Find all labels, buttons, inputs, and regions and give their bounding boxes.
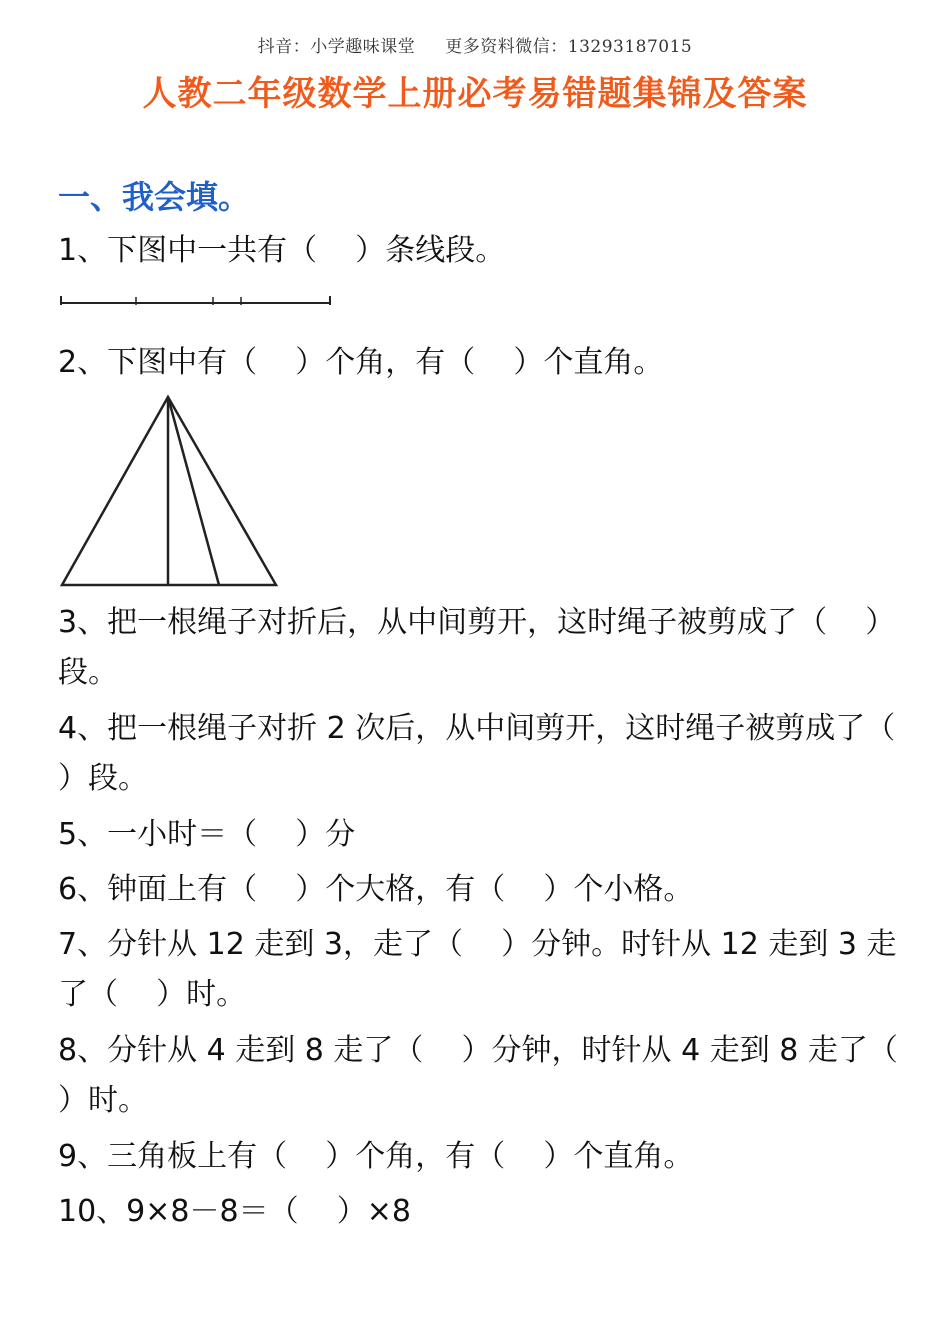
question-6: 6、钟面上有（ ）个大格，有（ ）个小格。 (58, 872, 694, 907)
header-wechat: 更多资料微信：13293187015 (445, 37, 693, 57)
question-1: 1、下图中一共有（ ）条线段。 (58, 233, 506, 268)
inner-ray (168, 397, 219, 585)
section-heading: 一、我会填。 (58, 178, 251, 216)
question-3: 3、把一根绳子对折后，从中间剪开，这时绳子被剪成了（ ）段。 (58, 605, 896, 690)
question-4: 4、把一根绳子对折 2 次后，从中间剪开，这时绳子被剪成了（ ）段。 (58, 711, 934, 796)
header-line (0, 32, 950, 57)
question-10: 10、9×8－8＝（ ）×8 (58, 1194, 411, 1229)
question-5: 5、一小时＝（ ）分 (58, 817, 356, 852)
question-7: 7、分针从 12 走到 3，走了（ ）分钟。时针从 12 走到 3 走了（ ）时。 (58, 927, 897, 1012)
line-segment-figure (58, 292, 338, 316)
question-2: 2、下图中有（ ）个角，有（ ）个直角。 (58, 345, 664, 380)
document-title: 人教二年级数学上册必考易错题集锦及答案 (142, 74, 808, 114)
header-douyin: 抖音：小学趣味课堂 (257, 37, 416, 57)
question-9: 9、三角板上有（ ）个角，有（ ）个直角。 (58, 1139, 694, 1174)
triangle-angles-figure (58, 392, 283, 592)
question-8: 8、分针从 4 走到 8 走了（ ）分钟，时针从 4 走到 8 走了（ ）时。 (58, 1033, 937, 1118)
